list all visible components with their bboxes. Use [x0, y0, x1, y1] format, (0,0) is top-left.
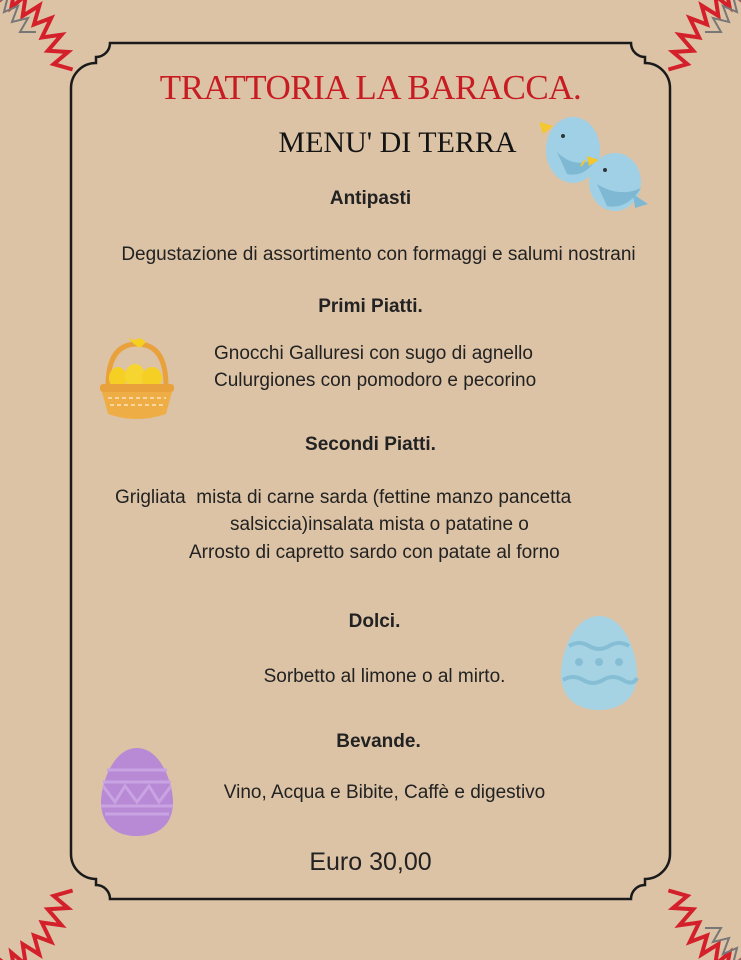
section-heading-primi: Primi Piatti.: [318, 296, 423, 317]
menu-item: Arrosto di capretto sardo con patate al forno: [189, 542, 560, 563]
menu-item: Gnocchi Galluresi con sugo di agnello: [214, 343, 533, 364]
section-heading-secondi: Secondi Piatti.: [305, 434, 436, 455]
menu-title: MENU' DI TERRA: [278, 126, 517, 159]
section-heading-antipasti: Antipasti: [329, 188, 412, 209]
menu-item: salsiccia)insalata mista o patatine o: [230, 514, 529, 535]
menu-price: Euro 30,00: [309, 848, 432, 876]
purple-egg-icon: [99, 746, 175, 838]
easter-basket-icon: [98, 338, 176, 422]
menu-item: Vino, Acqua e Bibite, Caffè e digestivo: [223, 782, 546, 803]
restaurant-name: TRATTORIA LA BARACCA.: [159, 68, 582, 107]
blue-egg-icon: [559, 614, 639, 712]
menu-item: Sorbetto al limone o al mirto.: [263, 666, 506, 687]
section-heading-bevande: Bevande.: [336, 731, 421, 752]
section-heading-dolci: Dolci.: [348, 611, 401, 632]
menu-item: Grigliata mista di carne sarda (fettine manzo pancetta: [115, 487, 572, 508]
menu-item: Culurgiones con pomodoro e pecorino: [214, 370, 537, 391]
bird-pair-icon: [535, 112, 650, 214]
menu-item: Degustazione di assortimento con formaggi e salumi nostrani: [121, 244, 636, 265]
